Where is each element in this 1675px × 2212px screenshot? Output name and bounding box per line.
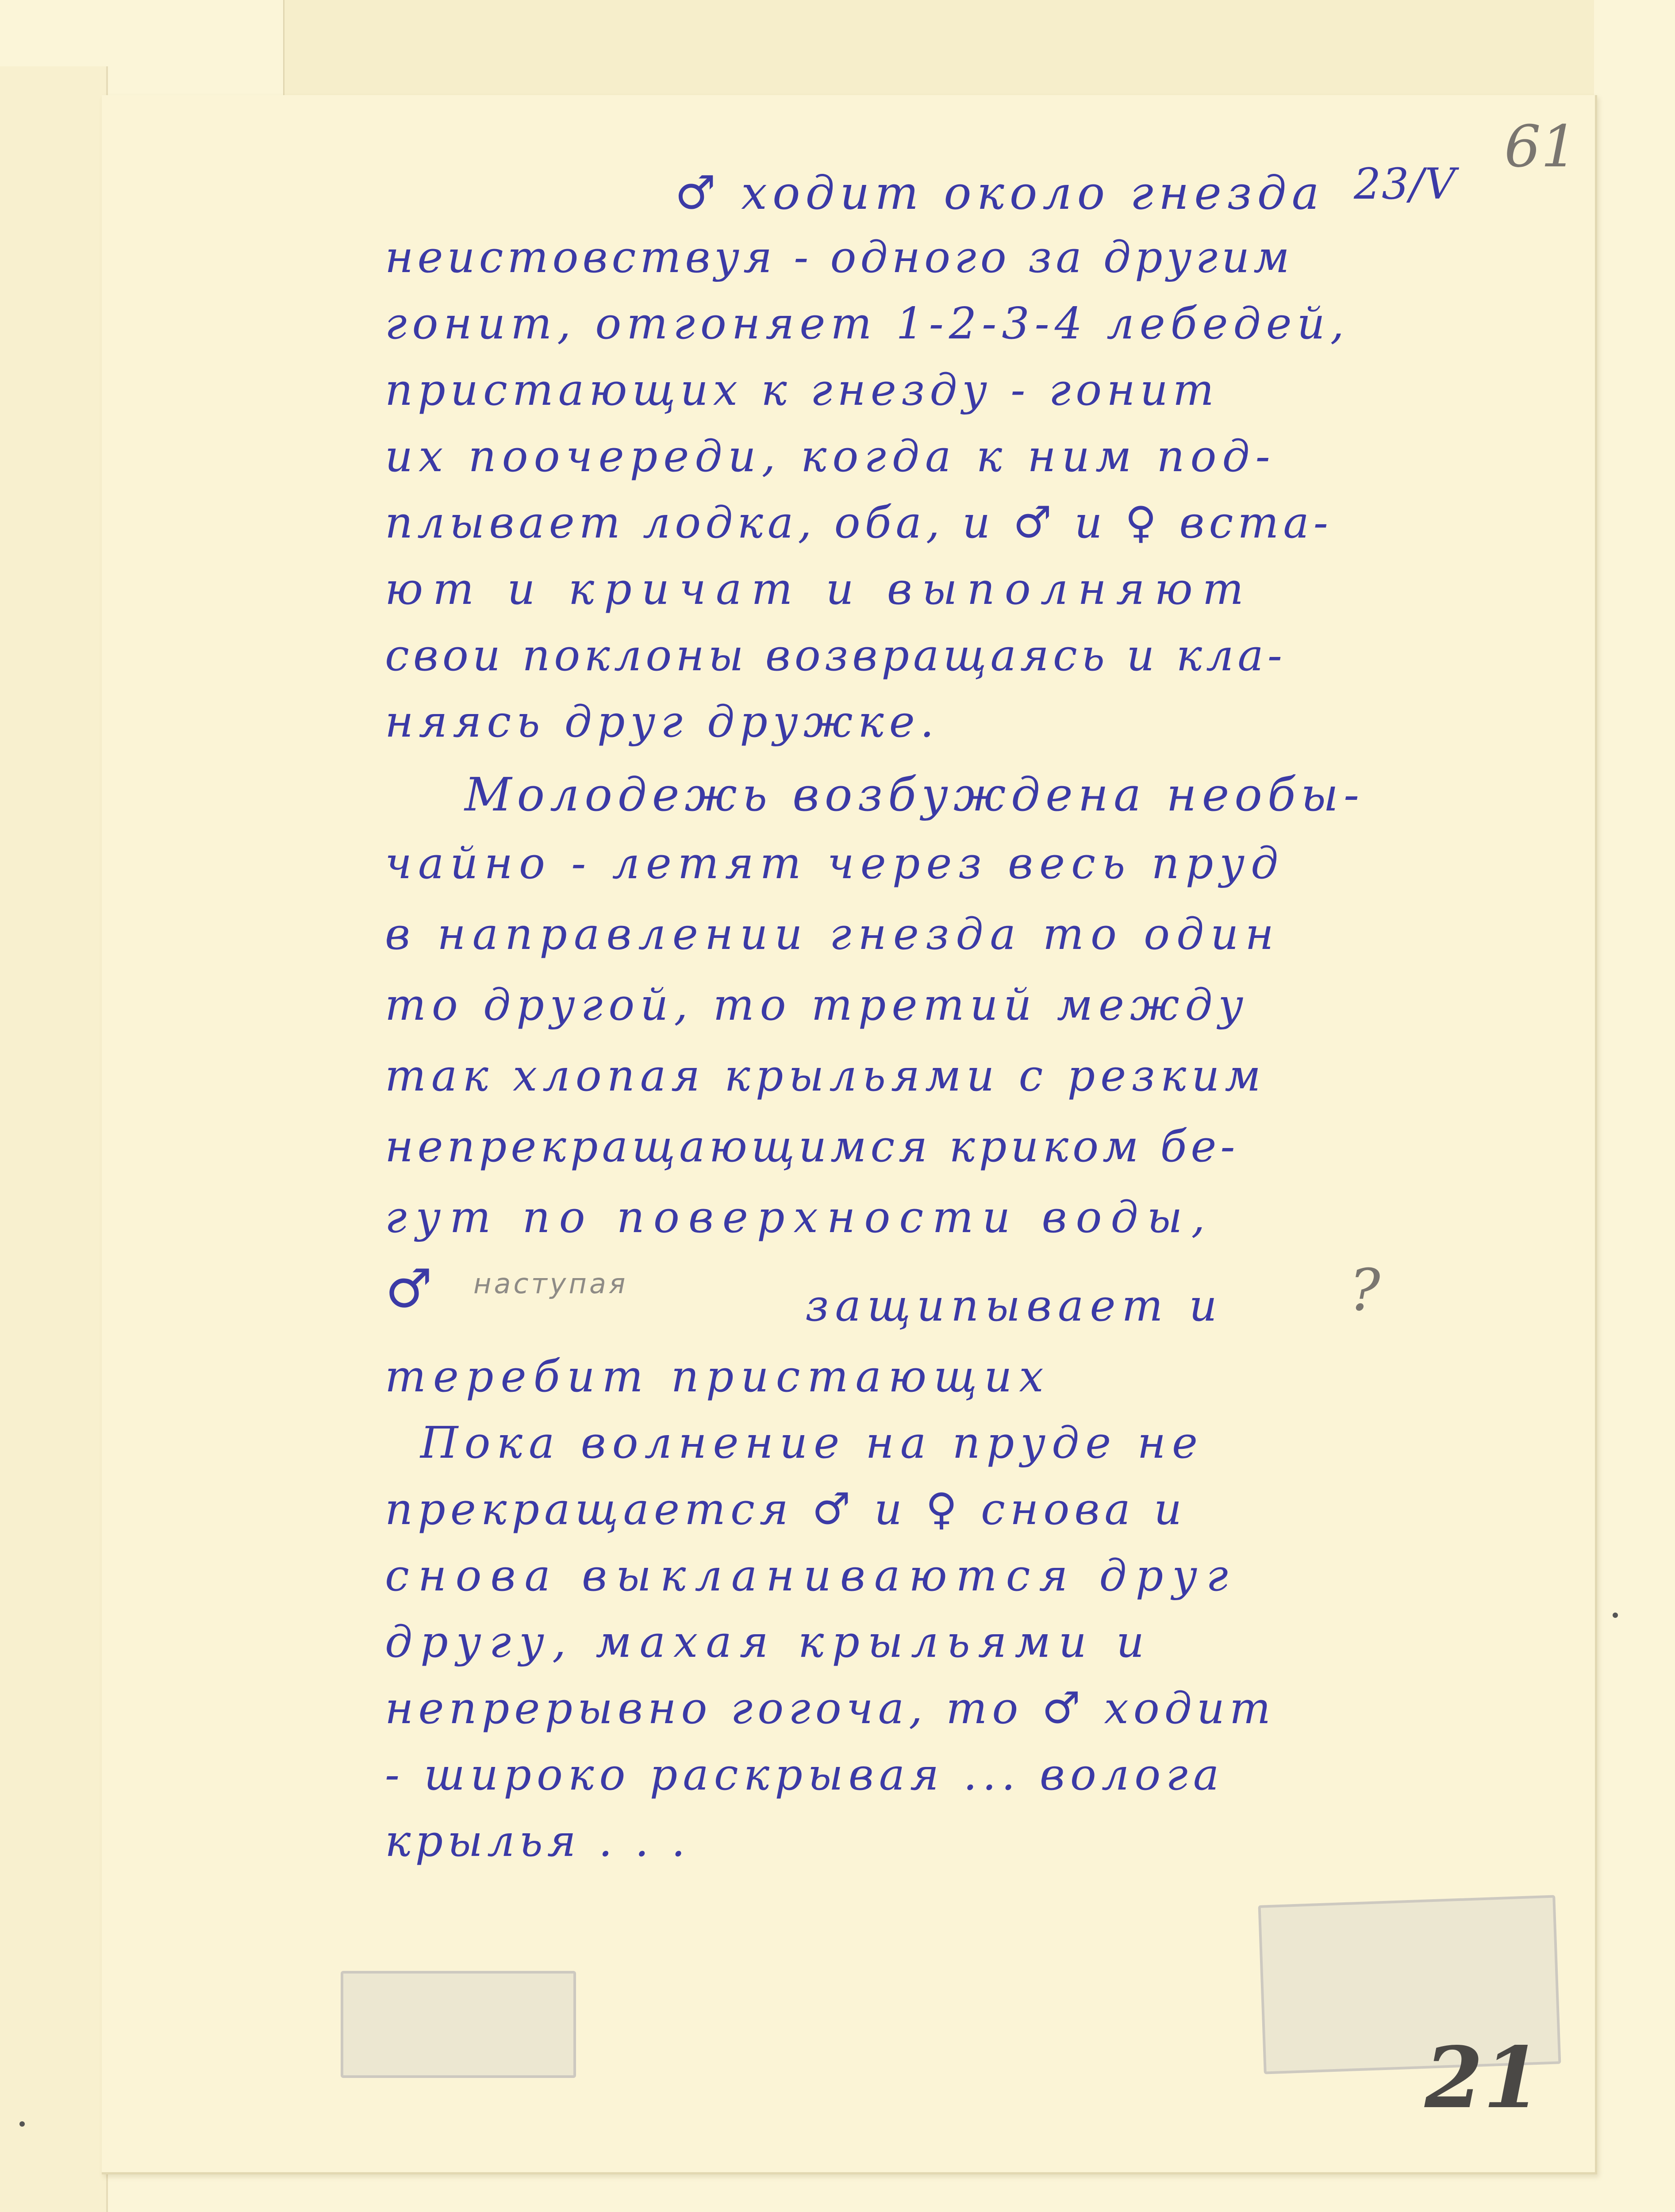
text-line-22: другу, махая крыльями и [385,1617,1153,1667]
text-line-18: теребит пристающих [385,1352,1051,1402]
archive-page-number-bottom: 21 [1425,2028,1542,2127]
text-line-2: неистовствуя - одного за другим [385,232,1294,283]
text-line-20: прекращается ♂ и ♀ снова и [385,1484,1187,1535]
pencil-inserted-word: наступая [473,1267,628,1300]
paper-speck-left [19,2121,25,2127]
text-line-23: непрерывно гогоча, то ♂ ходит [385,1683,1275,1734]
text-line-5: их поочереди, когда к ним под- [385,431,1276,482]
text-line-17-rest: защипывает и [805,1281,1223,1331]
text-line-12: в направлении гнезда то один [385,909,1280,960]
archive-page-number-top: 61 [1504,113,1578,180]
paper-speck [1613,1613,1618,1618]
faded-archive-stamp-left [341,1971,576,2078]
left-sheet-edge [0,66,108,2212]
text-line-24: - широко раскрывая ... волога [385,1750,1225,1800]
text-line-7: ют и кричат и выполняют [385,564,1253,614]
text-line-9: няясь друг дружке. [385,697,939,747]
text-line-17-male-sign: ♂ [385,1259,435,1320]
text-line-14: так хлопая крыльями с резким [385,1051,1266,1101]
text-line-1: ♂ ходит около гнезда [675,166,1325,220]
text-line-3: гонит, отгоняет 1-2-3-4 лебедей, [385,299,1349,349]
manuscript-page [102,95,1597,2174]
text-line-4: пристающих к гнезду - гонит [385,365,1219,415]
text-line-11: чайно - летят через весь пруд [385,838,1285,889]
text-line-21: снова выкланиваются друг [385,1551,1237,1601]
text-line-8: свои поклоны возвращаясь и кла- [385,630,1286,681]
text-line-25: крылья . . . [385,1816,690,1866]
date-note: 23/V [1354,159,1456,209]
text-line-15: непрекращающимся криком бе- [385,1121,1239,1172]
text-line-16: гут по поверхности воды, [385,1192,1214,1243]
text-line-6: плывает лодка, оба, и ♂ и ♀ вста- [385,498,1333,548]
pencil-question-mark: ? [1349,1256,1380,1324]
text-line-19: Пока волнение на пруде не [420,1418,1204,1468]
text-line-10: Молодежь возбуждена необы- [465,768,1365,822]
text-line-13: то другой, то третий между [385,980,1249,1030]
